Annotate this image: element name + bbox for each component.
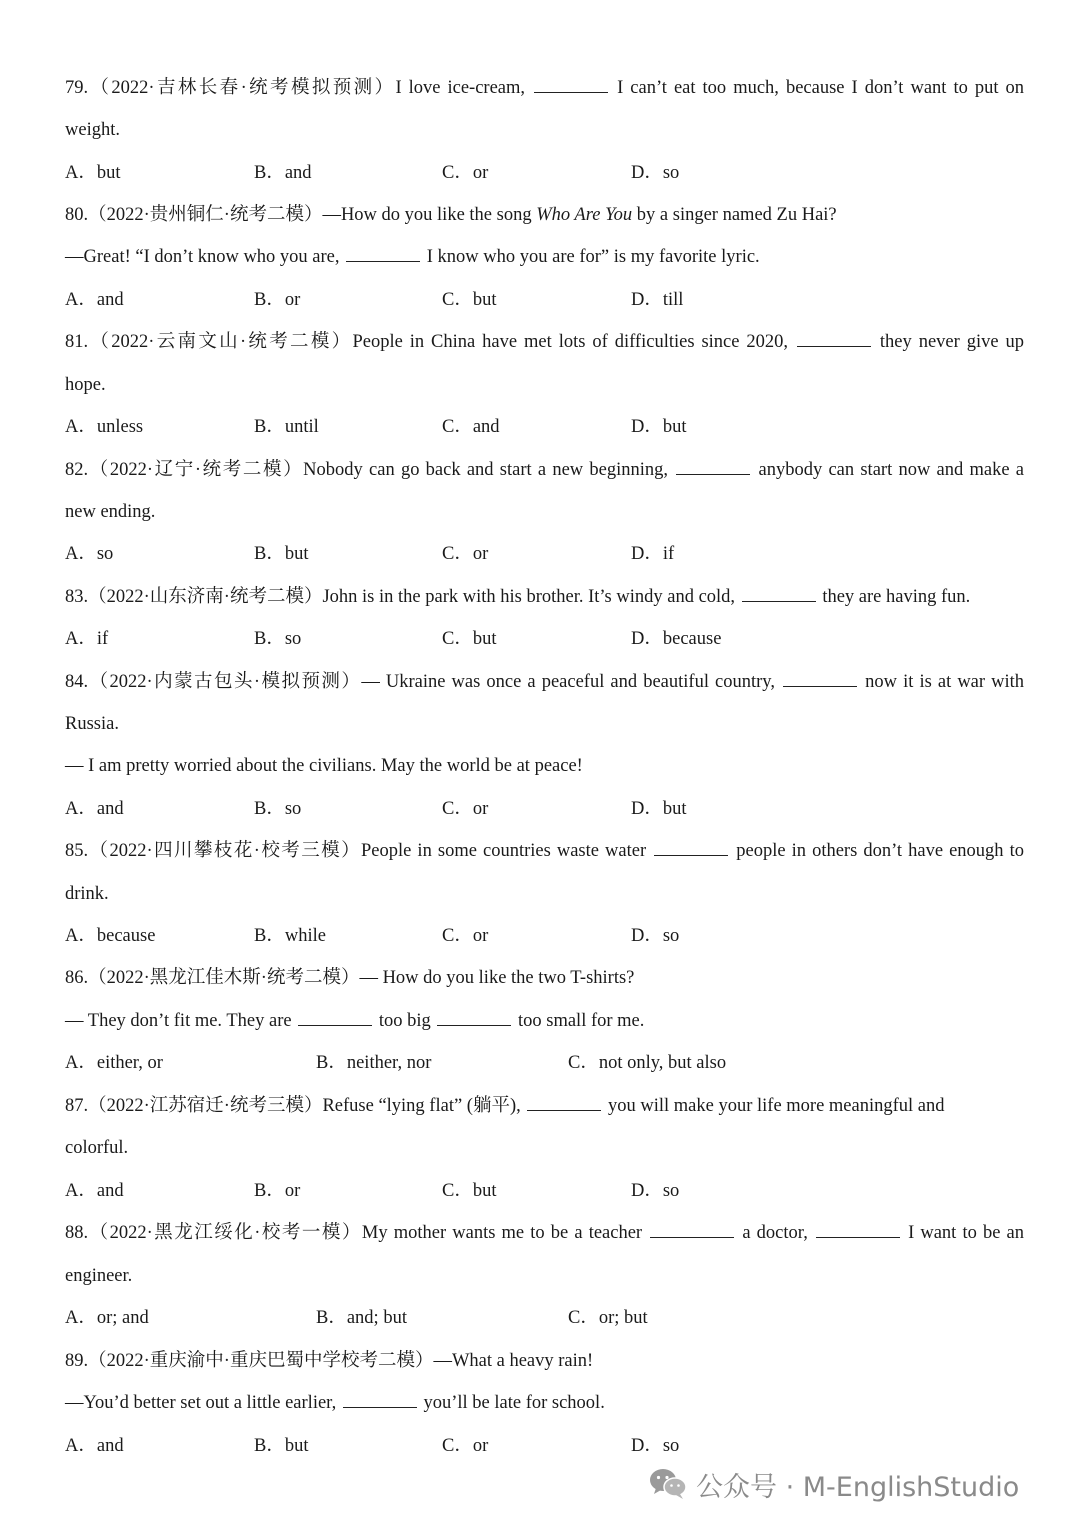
- q85-text-after: people in others don’t have enough to: [736, 841, 1025, 861]
- option-b: B．and; but: [316, 1308, 407, 1328]
- answer-blank-2: [437, 1007, 511, 1026]
- option-c: C．but: [442, 629, 497, 649]
- answer-blank-2: [816, 1219, 900, 1238]
- q84-text-after: now it is at war with: [865, 672, 1025, 692]
- question-87-line-1: [65, 1091, 1024, 1121]
- q80-text-before: 80.（2022·贵州铜仁·统考二模）—How do you like the song: [65, 205, 537, 225]
- question-80-line-1: [65, 200, 1024, 230]
- option-a: A．and: [65, 1436, 124, 1456]
- question-86-line-1: 86.（2022·黑龙江佳木斯·统考二模）— How do you like the two T-shirts?: [65, 968, 635, 988]
- question-88-line-2: engineer.: [65, 1266, 133, 1286]
- q89-line2-after: you’ll be late for school.: [423, 1393, 605, 1413]
- q83-text-after: they are having fun.: [822, 587, 971, 607]
- question-86-options: [65, 1048, 1024, 1078]
- option-b: B．while: [254, 926, 326, 946]
- question-87-options: [65, 1176, 1024, 1206]
- question-81-options: [65, 412, 1024, 442]
- option-a: A．if: [65, 629, 109, 649]
- question-82-options: [65, 539, 1024, 569]
- question-83-options: [65, 624, 1024, 654]
- option-d: D．so: [631, 1181, 680, 1201]
- option-d: D．so: [631, 163, 680, 183]
- option-b: B．until: [254, 417, 319, 437]
- question-80-line-2: [65, 242, 1024, 272]
- option-c: C．or: [442, 926, 489, 946]
- q81-text-after: they never give up: [879, 332, 1024, 352]
- question-80-options: [65, 285, 1024, 315]
- answer-blank: [783, 668, 857, 687]
- answer-blank: [343, 1389, 417, 1408]
- option-b: B．so: [254, 799, 302, 819]
- q82-text-after: anybody can start now and make a: [758, 460, 1025, 480]
- option-c: C．but: [442, 1181, 497, 1201]
- answer-blank-1: [298, 1007, 372, 1026]
- question-82-line-1: [65, 455, 1024, 485]
- option-c: C．but: [442, 290, 497, 310]
- answer-blank: [797, 328, 871, 347]
- answer-blank: [346, 243, 420, 262]
- q85-text-before: 85.（2022·四川攀枝花·校考三模）People in some countries waste water: [65, 841, 647, 861]
- question-88-options: [65, 1303, 1024, 1333]
- option-b: B．but: [254, 1436, 309, 1456]
- option-d: D．because: [631, 629, 722, 649]
- answer-blank: [742, 583, 816, 602]
- watermark-text: 公众号 · M-EnglishStudio: [696, 1471, 1020, 1503]
- question-84-line-2: Russia.: [65, 714, 119, 734]
- question-89-line-1: 89.（2022·重庆渝中·重庆巴蜀中学校考二模）—What a heavy rain!: [65, 1351, 594, 1371]
- answer-blank: [527, 1092, 601, 1111]
- q86-line2-mid: too big: [378, 1011, 431, 1031]
- option-d: D．but: [631, 799, 687, 819]
- question-83-line-1: [65, 582, 1024, 612]
- answer-blank: [654, 837, 728, 856]
- q86-line2-after: too small for me.: [517, 1011, 645, 1031]
- option-a: A．and: [65, 799, 124, 819]
- q84-text-before: 84.（2022·内蒙古包头·模拟预测）— Ukraine was once a peaceful and beautiful country,: [65, 672, 775, 692]
- option-d: D．but: [631, 417, 687, 437]
- answer-blank: [676, 456, 750, 475]
- option-a: A．and: [65, 290, 124, 310]
- question-81-line-1: [65, 327, 1024, 357]
- q87-text-before: 87.（2022·江苏宿迁·统考三模）Refuse “lying flat” (躺平),: [65, 1096, 521, 1116]
- question-79-line-2: weight.: [65, 120, 120, 140]
- song-title: Who Are You: [536, 205, 633, 225]
- option-c: C．or; but: [568, 1308, 648, 1328]
- wechat-icon: [648, 1467, 688, 1501]
- option-b: B．or: [254, 290, 301, 310]
- q81-text-before: 81.（2022·云南文山·统考二模）People in China have met lots of difficulties since 2020,: [65, 332, 789, 352]
- option-d: D．so: [631, 926, 680, 946]
- q80-text-after: by a singer named Zu Hai?: [632, 205, 837, 225]
- option-a: A．but: [65, 163, 121, 183]
- q79-text-after: I can’t eat too much, because I don’t want to put on: [617, 78, 1025, 98]
- q83-text-before: 83.（2022·山东济南·统考二模）John is in the park with his brother. It’s windy and cold,: [65, 587, 736, 607]
- question-81-line-2: hope.: [65, 375, 106, 395]
- option-a: A．or; and: [65, 1308, 149, 1328]
- question-82-line-2: new ending.: [65, 502, 156, 522]
- option-a: A．and: [65, 1181, 124, 1201]
- q86-line2-before: — They don’t fit me. They are: [65, 1011, 292, 1031]
- question-79-line-1: [65, 73, 1024, 103]
- option-d: D．till: [631, 290, 684, 310]
- q80-line2-after: I know who you are for” is my favorite lyric.: [426, 247, 760, 267]
- option-c: C．or: [442, 1436, 489, 1456]
- question-85-options: [65, 921, 1024, 951]
- option-a: A．because: [65, 926, 156, 946]
- answer-blank: [534, 74, 608, 93]
- option-d: D．so: [631, 1436, 680, 1456]
- q88-text-mid: a doctor,: [742, 1223, 808, 1243]
- q79-text-before: 79.（2022·吉林长春·统考模拟预测）I love ice-cream,: [65, 78, 526, 98]
- option-c: C．or: [442, 799, 489, 819]
- question-85-line-1: [65, 836, 1024, 866]
- q88-text-before: 88.（2022·黑龙江绥化·校考一模）My mother wants me to be a teacher: [65, 1223, 643, 1243]
- question-88-line-1: [65, 1218, 1024, 1248]
- question-85-line-2: drink.: [65, 884, 109, 904]
- option-a: A．unless: [65, 417, 144, 437]
- q89-line2-before: —You’d better set out a little earlier,: [65, 1393, 337, 1413]
- option-b: B．or: [254, 1181, 301, 1201]
- question-79-options: [65, 158, 1024, 188]
- question-86-line-2: [65, 1006, 1024, 1036]
- question-87-line-2: colorful.: [65, 1138, 129, 1158]
- q80-line2-before: —Great! “I don’t know who you are,: [65, 247, 340, 267]
- option-c: C．not only, but also: [568, 1053, 727, 1073]
- option-c: C．or: [442, 544, 489, 564]
- watermark: [648, 1462, 1019, 1506]
- question-84-line-1: [65, 667, 1024, 697]
- option-b: B．and: [254, 163, 312, 183]
- option-c: C．and: [442, 417, 500, 437]
- question-89-options: [65, 1431, 1024, 1461]
- option-a: A．so: [65, 544, 114, 564]
- q82-text-before: 82.（2022·辽宁·统考二模）Nobody can go back and start a new beginning,: [65, 460, 668, 480]
- answer-blank-1: [650, 1219, 734, 1238]
- option-d: D．if: [631, 544, 675, 564]
- question-84-line-3: — I am pretty worried about the civilians. May the world be at peace!: [65, 756, 583, 776]
- question-89-line-2: [65, 1388, 1024, 1418]
- option-b: B．but: [254, 544, 309, 564]
- option-b: B．so: [254, 629, 302, 649]
- option-b: B．neither, nor: [316, 1053, 432, 1073]
- question-84-options: [65, 794, 1024, 824]
- option-c: C．or: [442, 163, 489, 183]
- q88-text-after: I want to be an: [908, 1223, 1025, 1243]
- q87-text-after: you will make your life more meaningful and: [608, 1096, 945, 1116]
- option-a: A．either, or: [65, 1053, 163, 1073]
